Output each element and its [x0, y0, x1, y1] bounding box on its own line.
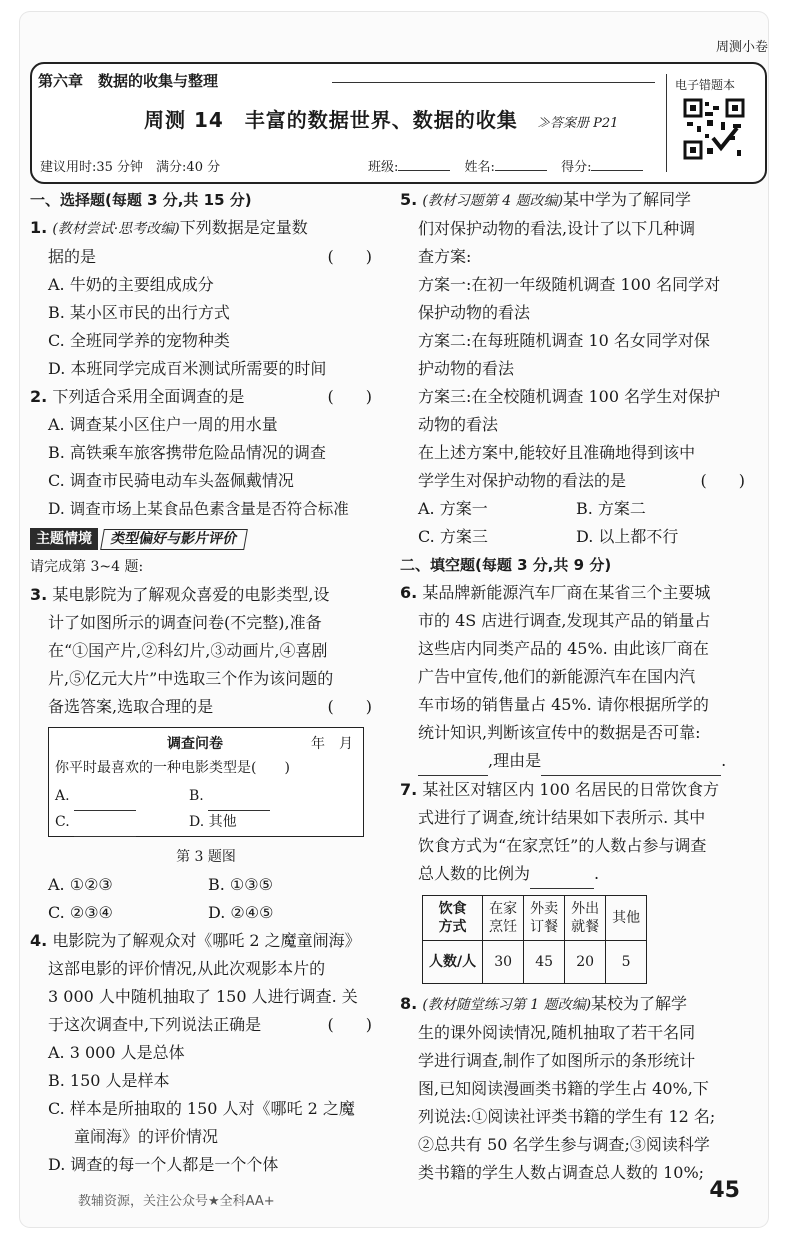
table-row [423, 896, 647, 941]
q8-line2: 生的课外阅读情况,随机抽取了若干名同 [418, 1023, 696, 1042]
q5-options-ab [400, 495, 765, 523]
q2-text: 下列适合采用全面调查的是 [52, 387, 245, 406]
left-column [30, 186, 382, 1179]
q7-line3: 饮食方式为“在家烹饪”的人数占参与调查 [418, 836, 707, 855]
q3-text-1: 某电影院为了解观众喜爱的电影类型,设 [52, 585, 330, 604]
q6-line3: 这些店内同类产品的 45%. 由此该厂商在 [418, 639, 709, 658]
q7-number: 7. [400, 780, 418, 799]
q8-number: 8. [400, 994, 418, 1013]
q4-option-c-cont: 童闹海》的评价情况 [74, 1127, 219, 1146]
survey-option-b [189, 782, 270, 811]
footer-note: 教辅资源，关注公众号★全科AA+ [78, 1194, 275, 1209]
answer-ref: ≫答案册 P21 [537, 116, 619, 131]
survey-date: 年 月 [311, 736, 353, 752]
class-label: 班级: [368, 160, 399, 175]
q2-option-d: D. 调查市场上某食品色素含量是否符合标准 [48, 500, 349, 518]
q8-line1 [400, 990, 765, 1019]
q4-option-a: A. 3 000 人是总体 [48, 1043, 185, 1062]
q8-source: (教材随堂练习第 1 题改编) [422, 997, 592, 1013]
q6-line2: 市的 4S 店进行调查,发现其产品的销量占 [418, 611, 711, 630]
q7-line1 [400, 776, 765, 804]
q6-line4: 广告中宣传,他们的新能源汽车在国内汽 [418, 667, 696, 686]
survey-c-label: C. [55, 814, 70, 830]
class-field[interactable] [398, 170, 450, 171]
q3-line4: 片,⑤亿元大片”中选取三个作为该问题的 [48, 669, 334, 688]
q5-answer-paren[interactable]: ( ) [700, 471, 745, 490]
survey-option-d: D. 其他 [189, 814, 237, 830]
q1-stem-2 [30, 243, 382, 271]
header-text: 订餐 [530, 919, 559, 935]
survey-figure [48, 727, 364, 837]
qr-code-icon[interactable] [683, 98, 745, 160]
suggest-time: 建议用时:35 分钟 满分:40 分 [40, 160, 221, 175]
qr-panel [666, 74, 759, 172]
q3-option-c: C. ②③④ [48, 903, 113, 922]
q5-line1 [400, 186, 765, 215]
q7-line4: 总人数的比例为 . [400, 860, 765, 889]
q3-line1 [30, 581, 382, 609]
right-column [400, 186, 765, 1187]
q6-text-7: ,理由是 [488, 751, 542, 770]
q5-option-d: D. 以上都不行 [576, 527, 679, 546]
q4-line3: 3 000 人中随机抽取了 150 人进行调查. 关 [48, 987, 358, 1006]
q1-option-d: D. 本班同学完成百米测试所需要的时间 [48, 359, 327, 378]
header-text: 烹饪 [489, 919, 518, 935]
q5-line5 [400, 467, 765, 495]
header-text: 外出 [571, 901, 600, 917]
q1-text-2: 据的是 [48, 247, 97, 266]
q6-line1 [400, 579, 765, 607]
q3-answer-paren[interactable]: ( ) [327, 697, 372, 716]
q8-text-1: 某校为了解学 [591, 994, 688, 1013]
table-cell: 45 [524, 941, 565, 984]
q4-option-d: D. 调查的每一个人都是一个个体 [48, 1155, 279, 1174]
table-row [423, 941, 647, 984]
table-cell: 5 [606, 941, 647, 984]
q3-line3: 在“①国产片,②科幻片,③动画片,④喜剧 [48, 641, 328, 660]
q6-line5: 车市场的销售量占 45%. 请你根据所学的 [418, 695, 709, 714]
q4-option-c: C. 样本是所抽取的 150 人对《哪吒 2 之魔 [48, 1099, 355, 1118]
q1-option-b: B. 某小区市民的出行方式 [48, 303, 230, 322]
survey-c-blank[interactable] [74, 808, 136, 837]
q1-number: 1. [30, 218, 48, 237]
q5-line3: 查方案: [418, 247, 472, 266]
q5-plan2: 方案二:在每班随机调查 10 名女同学对保 [418, 331, 710, 350]
q2-option-a: A. 调查某小区住户一周的用水量 [48, 415, 278, 434]
header-text: 方式 [438, 919, 467, 935]
q5-option-c: C. 方案三 [418, 527, 488, 546]
q5-line4: 在上述方案中,能较好且准确地得到该中 [418, 443, 696, 462]
score-field[interactable] [591, 170, 643, 171]
table-header [423, 896, 483, 941]
q6-line6: 统计知识,判断该宣传中的数据是否可靠: [418, 723, 701, 742]
q8-line3: 学进行调查,制作了如图所示的条形统计 [418, 1051, 696, 1070]
student-fields [368, 156, 653, 175]
q1-source: (教材尝试·思考改编) [52, 221, 180, 237]
q5-options-cd [400, 523, 765, 551]
survey-a-label: A. [55, 788, 70, 804]
q5-number: 5. [400, 190, 418, 209]
divider [332, 82, 655, 83]
survey-title: 调查问卷 [167, 736, 223, 752]
q1-stem [30, 214, 382, 243]
q5-plan3: 方案三:在全校随机调查 100 名学生对保护 [418, 387, 721, 406]
q5-option-a: A. 方案一 [418, 499, 488, 518]
section-fill: 二、填空题(每题 3 分,共 9 分) [400, 556, 612, 574]
page-number: 45 [709, 1178, 740, 1203]
q6-number: 6. [400, 583, 418, 602]
q1-text: 下列数据是定量数 [179, 218, 308, 237]
header-box [30, 62, 767, 184]
header-text: 饮食 [438, 901, 467, 917]
table-header [565, 896, 606, 941]
chapter-title: 第六章 数据的收集与整理 [38, 72, 219, 90]
qr-label: 电子错题本 [675, 78, 736, 92]
theme-label: 主题情境 [30, 528, 98, 550]
q3-number: 3. [30, 585, 48, 604]
q5-source: (教材习题第 4 题改编) [422, 193, 564, 209]
table-cell: 20 [565, 941, 606, 984]
q2-option-b: B. 高铁乘车旅客携带危险品情况的调查 [48, 443, 326, 462]
q4-line4 [30, 1011, 382, 1039]
q4-option-b: B. 150 人是样本 [48, 1071, 170, 1090]
q4-text-4: 于这次调查中,下列说法正确是 [48, 1015, 262, 1034]
table-cell: 30 [483, 941, 524, 984]
q5-plan1-cont: 保护动物的看法 [418, 303, 531, 322]
q8-line7: 类书籍的学生人数占调查总人数的 10%; [418, 1163, 705, 1182]
q4-answer-paren[interactable]: ( ) [327, 1015, 372, 1034]
q7-line2: 式进行了调查,统计结果如下表所示. 其中 [418, 808, 706, 827]
theme-banner [30, 527, 382, 551]
q5-text-5: 学学生对保护动物的看法的是 [418, 471, 627, 490]
page-tag: 周测小卷 [715, 40, 768, 55]
survey-a-blank[interactable] [74, 782, 136, 811]
theme-topic: 类型偏好与影片评价 [100, 529, 248, 550]
q4-line2: 这部电影的评价情况,从此次观影本片的 [48, 959, 326, 978]
q5-line2: 们对保护动物的看法,设计了以下几种调 [418, 219, 696, 238]
q5-text-1: 某中学为了解同学 [563, 190, 692, 209]
header-text: 在家 [489, 901, 518, 917]
q5-plan3-cont: 动物的看法 [418, 415, 499, 434]
q2-number: 2. [30, 387, 48, 406]
table-header [524, 896, 565, 941]
q3-option-d: D. ②④⑤ [208, 903, 274, 922]
table-header [483, 896, 524, 941]
q1-answer-paren[interactable]: ( ) [327, 247, 372, 266]
survey-b-label: B. [189, 788, 204, 804]
q1-option-c: C. 全班同学养的宠物种类 [48, 331, 230, 350]
q6-blank-2[interactable] [541, 747, 721, 776]
survey-option-a [55, 782, 136, 811]
q3-text-5: 备选答案,选取合理的是 [48, 697, 214, 716]
survey-b-blank[interactable] [208, 782, 270, 811]
theme-intro: 请完成第 3~4 题: [30, 559, 144, 575]
table-header: 其他 [606, 896, 647, 941]
section-choice: 一、选择题(每题 3 分,共 15 分) [30, 191, 252, 209]
name-field[interactable] [495, 170, 547, 171]
q3-caption: 第 3 题图 [176, 849, 236, 865]
q3-options-cd [30, 899, 382, 927]
survey-option-c [55, 808, 136, 837]
header-text: 就餐 [571, 919, 600, 935]
q3-options-ab [30, 871, 382, 899]
q6-text-1: 某品牌新能源汽车厂商在某省三个主要城 [422, 583, 711, 602]
score-label: 得分: [561, 160, 592, 175]
q3-line2: 计了如图所示的调查问卷(不完整),准备 [48, 613, 322, 632]
q1-option-a: A. 牛奶的主要组成成分 [48, 275, 214, 294]
q2-stem [30, 383, 382, 411]
header-text: 外卖 [530, 901, 559, 917]
q5-option-b: B. 方案二 [576, 499, 646, 518]
q7-blank[interactable] [530, 860, 594, 889]
q3-line5 [30, 693, 382, 721]
q8-line6: ②总共有 50 名学生参与调查;③阅读科学 [418, 1135, 710, 1154]
page-title: 周测 14 丰富的数据世界、数据的收集 [144, 108, 518, 132]
q5-plan1: 方案一:在初一年级随机调查 100 名同学对 [418, 275, 721, 294]
q3-option-b: B. ①③⑤ [208, 875, 273, 894]
q4-line1 [30, 927, 382, 955]
name-label: 姓名: [464, 160, 495, 175]
q2-answer-paren[interactable]: ( ) [327, 387, 372, 406]
q7-text-1: 某社区对辖区内 100 名居民的日常饮食方 [422, 780, 720, 799]
q5-plan2-cont: 护动物的看法 [418, 359, 515, 378]
q7-text-4: 总人数的比例为 [418, 864, 531, 883]
q8-line5: 列说法:①阅读社评类书籍的学生有 12 名; [418, 1107, 716, 1126]
table-cell: 人数/人 [423, 941, 483, 984]
q3-option-a: A. ①②③ [48, 875, 113, 894]
q4-number: 4. [30, 931, 48, 950]
q7-table [422, 895, 647, 984]
survey-question: 你平时最喜欢的一种电影类型是( ) [55, 760, 290, 776]
q4-text-1: 电影院为了解观众对《哪吒 2 之魔童闹海》 [52, 931, 361, 950]
q2-option-c: C. 调查市民骑电动车头盔佩戴情况 [48, 471, 294, 490]
q6-line7: ,理由是 . [400, 747, 765, 776]
q6-blank-1[interactable] [418, 747, 488, 776]
q8-line4: 图,已知阅读漫画类书籍的学生占 40%,下 [418, 1079, 709, 1098]
